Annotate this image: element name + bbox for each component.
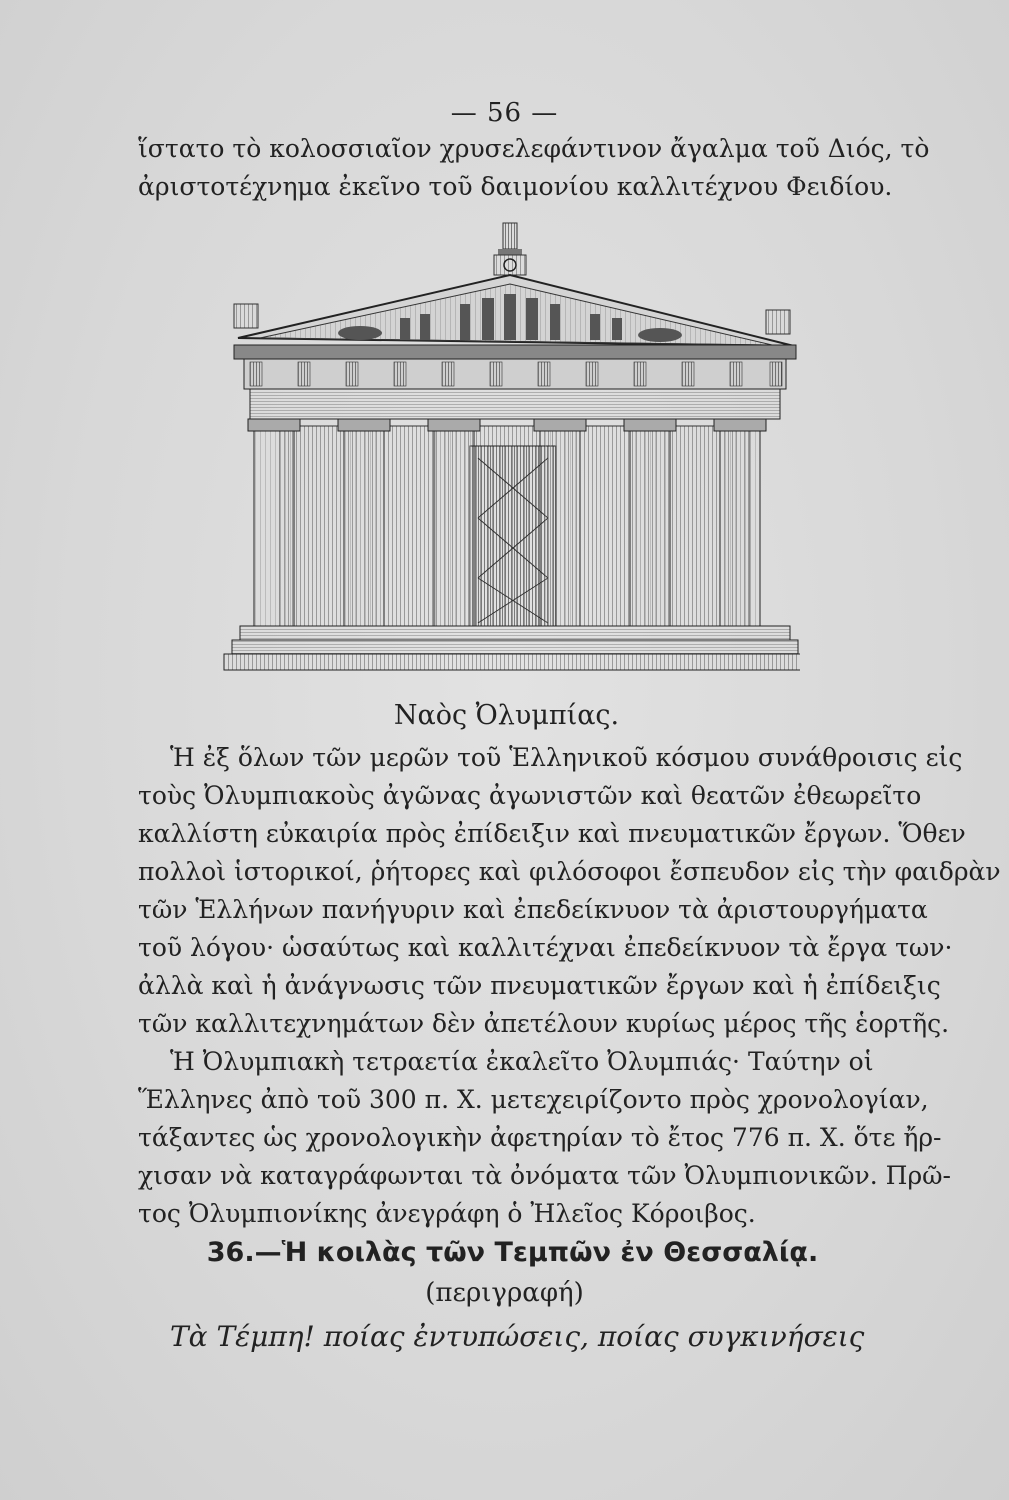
acroterion-right: [766, 310, 790, 334]
temple-illustration: [220, 218, 800, 688]
section-heading: 36.—Ἡ κοιλὰς τῶν Τεμπῶν ἐν Θεσσαλίᾳ.: [206, 1237, 819, 1268]
cornice: [234, 345, 796, 359]
text-line: Ἡ Ὀλυμπιακὴ τετραετία ἐκαλεῖτο Ὀλυμπιάς· Ταύτην οἱ: [170, 1047, 874, 1076]
text-line: Ἡ ἐξ ὅλων τῶν μερῶν τοῦ Ἑλληνικοῦ κόσμου συνάθροισις εἰς: [170, 743, 963, 772]
text-line: τῶν Ἑλλήνων πανήγυριν καὶ ἐπεδείκνυον τὰ ἀριστουργήματα: [138, 895, 928, 924]
text-line: τοῦ λόγου· ὡσαύτως καὶ καλλιτέχναι ἐπεδείκνυον τὰ ἔργα των·: [138, 933, 953, 962]
text-line: τος Ὀλυμπιονίκης ἀνεγράφη ὁ Ἠλεῖος Κόροιβος.: [138, 1199, 756, 1228]
text-line: ἵστατο τὸ κολοσσιαῖον χρυσελεφάντινον ἄγαλμα τοῦ Διός, τὸ: [138, 134, 930, 163]
acroterion-left: [234, 304, 258, 328]
acroterion-top: [494, 223, 526, 275]
section-subheading: (περιγραφή): [425, 1278, 584, 1308]
stylobate-steps: [224, 626, 800, 670]
text-line: τῶν καλλιτεχνημάτων δὲν ἀπετέλουν κυρίως μέρος τῆς ἑορτῆς.: [138, 1009, 950, 1038]
pediment: [238, 275, 794, 346]
section-first-line: Τὰ Τέμπη! ποίας ἐντυπώσεις, ποίας συγκινήσεις: [170, 1320, 865, 1353]
text-line: Ἕλληνες ἀπὸ τοῦ 300 π. Χ. μετεχειρίζοντο πρὸς χρονολογίαν,: [138, 1085, 929, 1114]
text-line: χισαν νὰ καταγράφωνται τὰ ὀνόματα τῶν Ὀλυμπιονικῶν. Πρῶ-: [138, 1161, 951, 1190]
page-number: — 56 —: [450, 98, 559, 128]
text-line: πολλοὶ ἱστορικοί, ῥήτορες καὶ φιλόσοφοι ἔσπευδον εἰς τὴν φαιδρὰν: [138, 857, 1001, 886]
text-line: τάξαντες ὡς χρονολογικὴν ἀφετηρίαν τὸ ἔτος 776 π. Χ. ὅτε ἤρ-: [138, 1123, 942, 1152]
frieze: [244, 359, 786, 389]
text-line: ἀλλὰ καὶ ἡ ἀνάγνωσις τῶν πνευματικῶν ἔργων καὶ ἡ ἐπίδειξις: [138, 971, 941, 1000]
figure-caption: Ναὸς Ὀλυμπίας.: [393, 700, 620, 731]
architrave: [250, 389, 780, 419]
text-line: καλλίστη εὐκαιρία πρὸς ἐπίδειξιν καὶ πνευματικῶν ἔργων. Ὅθεν: [138, 819, 966, 848]
text-line: τοὺς Ὀλυμπιακοὺς ἀγῶνας ἀγωνιστῶν καὶ θεατῶν ἐθεωρεῖτο: [138, 781, 922, 810]
text-line: ἀριστοτέχνημα ἐκεῖνο τοῦ δαιμονίου καλλιτέχνου Φειδίου.: [138, 172, 893, 201]
